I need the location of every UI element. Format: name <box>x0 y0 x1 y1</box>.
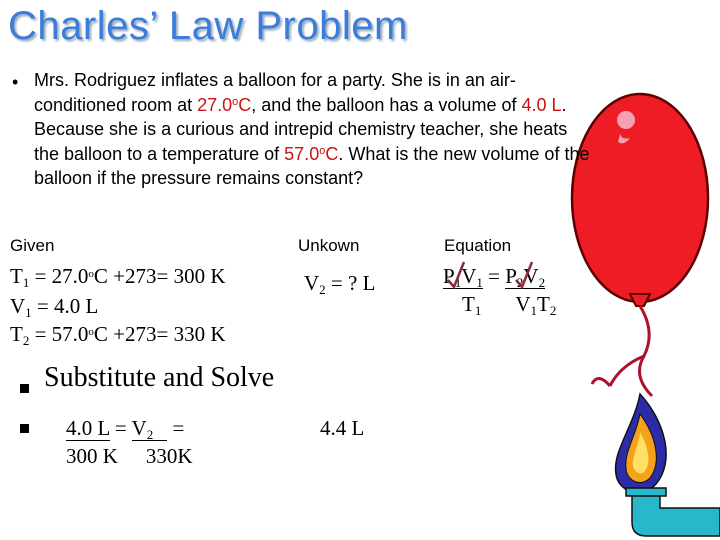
given-v1: $V_1 = 4.0$ L <box>10 294 99 320</box>
substitute-denominator: 300 K 330K <box>66 444 193 468</box>
substitute-bullet-icon <box>20 380 29 398</box>
unknown-header: Unkown <box>298 236 360 255</box>
ribbon-icon <box>592 306 652 396</box>
cancel-marks <box>440 258 560 292</box>
initial-volume: 4.0 L <box>521 94 562 115</box>
given-header: Given <box>10 236 55 255</box>
equation-header: Equation <box>444 236 512 255</box>
problem-text-3: . Because she is a curious and intrepid chemistry teacher, she heats the balloon to a temperature of <box>34 94 568 164</box>
candle-flame-icon <box>616 394 720 536</box>
initial-temperature: 27.0$^o$C <box>197 94 252 115</box>
equation-denominator: $T_1$ $V_1T_2$ <box>462 292 557 318</box>
unknown-v2: $V_2$ = ? L <box>304 271 376 297</box>
substitute-heading: Substitute and Solve <box>44 362 275 393</box>
problem-text-4: . What is the new volume of the balloon if the pressure remains constant? <box>34 143 590 188</box>
problem-statement <box>34 68 594 191</box>
problem-text-2: , and the balloon has a volume of <box>251 94 522 115</box>
given-t2: $T_2 = 57.0^oC +273= 330$ K <box>10 322 226 348</box>
problem-text-1: Mrs. Rodriguez inflates a balloon for a party. She is in an air-conditioned room at <box>34 70 516 115</box>
equation-numerator: $P_1V_1 = P_2V_2$ <box>443 264 546 290</box>
slide-title: Charles’ Law Problem <box>8 4 408 48</box>
given-t1: $T_1 = 27.0^oC +273= 300$ K <box>10 264 226 290</box>
final-temperature: 57.0$^o$C <box>284 143 339 164</box>
solve-bullet-icon <box>20 420 29 438</box>
substitute-numerator: 4.0 $L = V_2$ = <box>66 416 185 442</box>
answer-value: 4.4 L <box>320 416 365 440</box>
bullet-point: • <box>12 72 19 92</box>
